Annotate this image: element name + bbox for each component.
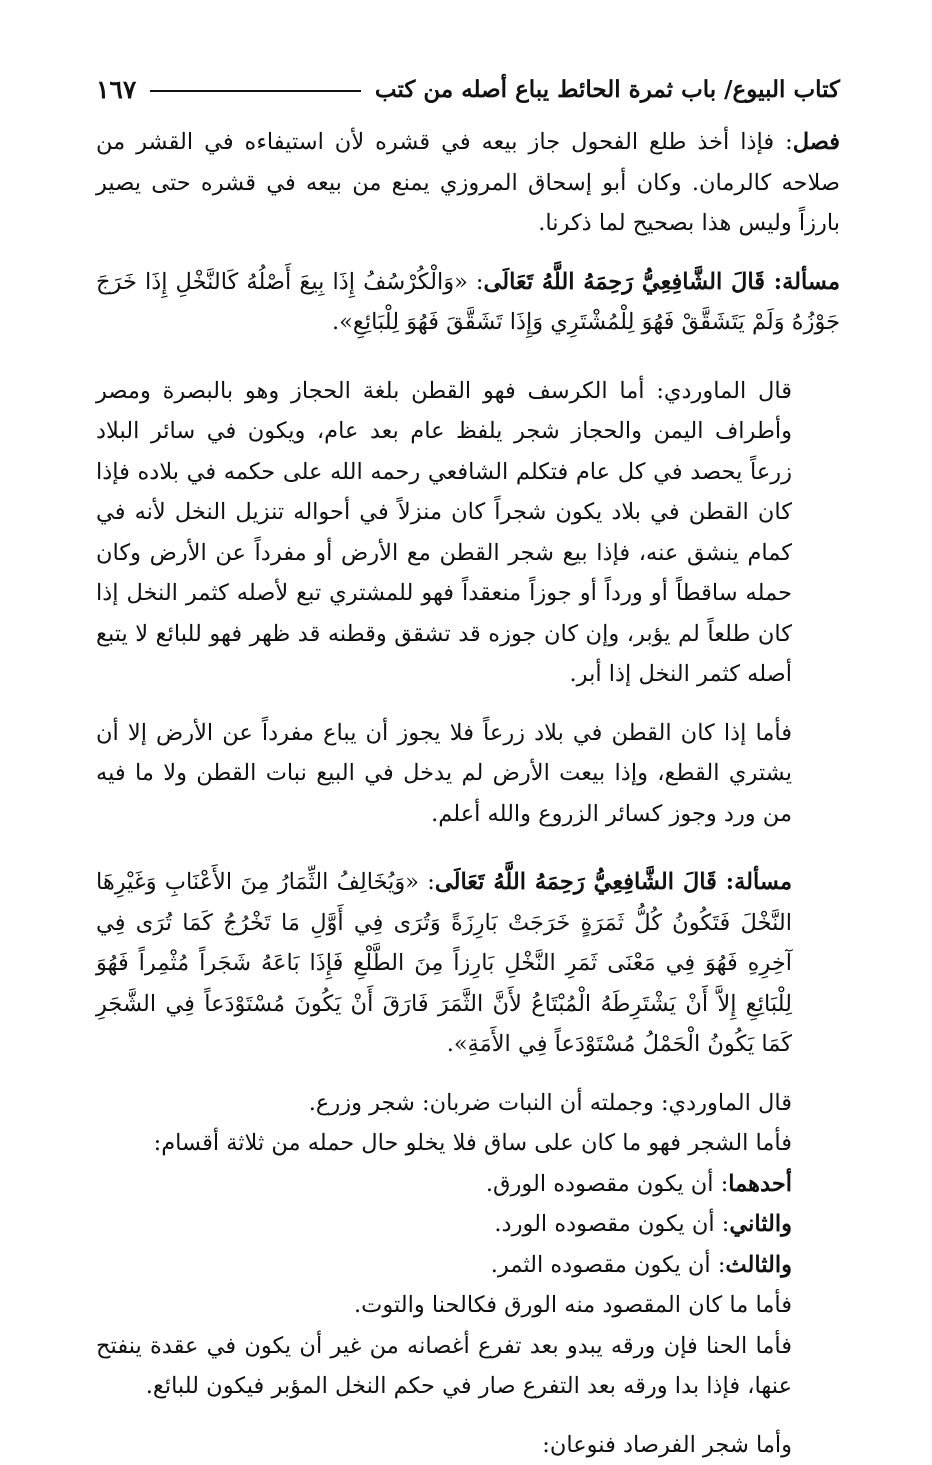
masala-1-speaker: : قَالَ الشَّافِعِيُّ رَحِمَهُ اللَّهُ تَعَالَى [484, 269, 783, 295]
masala-1-heading: مسألة [782, 269, 840, 295]
header-rule [150, 90, 361, 92]
division-second [96, 1204, 840, 1245]
page-number: ١٦٧ [96, 75, 136, 104]
division-second-label: والثاني [729, 1211, 792, 1237]
division-first [96, 1164, 840, 1205]
paragraph-hinna: فأما الحنا فإن ورقه يبدو بعد تفرع أغصانه من غير أن يكون في عقدة ينفتح عنها، فإذا بدا ورقه بعد التفرع صار في حكم النخل المؤبر فيكون للبائع. [96, 1326, 840, 1407]
division-third-text: : أن يكون مقصوده الثمر. [491, 1252, 726, 1278]
running-header [96, 70, 840, 108]
paragraph-kursuf: قال الماوردي: أما الكرسف فهو القطن بلغة الحجاز وهو بالبصرة ومصر وأطراف اليمن والحجاز شجر يلفظ عام بعد عام، ويكون في سائر البلاد زرعاً يحصد في كل عام فتكلم الشافعي رحمه الله على حكمه في بلاده فإذا كان القطن في بلاد يكون شجراً كان منزلاً في أحواله تنزيل النخل لأنه في كمام ينشق عنه، فإذا بيع شجر القطن مع الأرض أو مفرداً عن الأرض وكان حمله ساقطاً أو ورداً أو جوزاً منعقداً فهو للمشتري تبع لأصله كثمر النخل إذا كان طلعاً لم يؤبر، وإن كان جوزه قد تشقق وقطنه قد ظهر فهو للبائع لا يتبع أصله كثمر النخل إذا أبر. [96, 371, 840, 695]
paragraph-jumla: قال الماوردي: وجملته أن النبات ضربان: شجر وزرع. [96, 1083, 840, 1124]
masala-1-text: : «وَالْكُرْسُفُ إِذَا بِيعَ أَصْلُهُ كَالنَّخْلِ إِذَا خَرَجَ جَوْزُهُ وَلَمْ يَتَشَقَّقْ فَهُوَ لِلْمُشْتَرِي وَإِذَا تَشَقَّقَ فَهُوَ لِلْبَائِعِ». [96, 269, 840, 336]
paragraph-waraq: فأما ما كان المقصود منه الورق فكالحنا والتوت. [96, 1285, 840, 1326]
division-first-text: : أن يكون مقصوده الورق. [486, 1171, 728, 1197]
masala-2 [96, 862, 840, 1065]
masala-1 [96, 262, 840, 343]
paragraph-shajar: فأما الشجر فهو ما كان على ساق فلا يخلو حال حمله من ثلاثة أقسام: [96, 1123, 840, 1164]
masala-2-heading: مسألة [734, 869, 792, 895]
fasl-heading: فصل [793, 129, 840, 155]
division-third-label: والثالث [725, 1252, 792, 1278]
division-first-label: أحدهما [728, 1171, 792, 1197]
fasl-text: : فإذا أخذ طلع الفحول جاز بيعه في قشره لأن استيفاءه في القشر من صلاحه كالرمان. وكان أبو إسحاق المروزي يمنع من بيعه في قشره حتى يصير بارزاً وليس هذا بصحيح لما ذكرنا. [96, 129, 840, 236]
masala-2-speaker: : قَالَ الشَّافِعِيُّ رَحِمَهُ اللَّهُ تَعَالَى [435, 869, 734, 895]
page-body [96, 122, 840, 1465]
masala-2-text: : «وَيُخَالِفُ الثِّمَارُ مِنَ الأَعْنَابِ وَغَيْرِهَا النَّخْلَ فَتَكُونُ كُلُّ ثَمَرَةٍ خَرَجَتْ بَارِزَةً وَتُرَى فِي أَوَّلِ مَا تَخْرُجُ كَمَا تُرَى فِي آخِرِهِ فَهُوَ فِي مَعْنَى ثَمَرِ النَّخْلِ بَارِزاً مِنَ الطَّلْعِ فَإِذَا بَاعَهُ شَجَراً مُثْمِراً فَهُوَ لِلْبَائِعِ إِلاَّ أَنْ يَشْتَرِطَهُ الْمُبْتَاعُ لأَنَّ الثَّمَرَ فَارَقَ أَنْ يَكُونَ مُسْتَوْدَعاً فِي الشَّجَرِ كَمَا يَكُونُ الْحَمْلُ مُسْتَوْدَعاً فِي الأَمَةِ». [96, 869, 792, 1057]
header-title: كتاب البيوع/ باب ثمرة الحائط يباع أصله من كتب [375, 76, 840, 103]
paragraph-firsad: وأما شجر الفرصاد فنوعان: [96, 1425, 840, 1465]
division-third [96, 1245, 840, 1286]
paragraph-qutn-zar: فأما إذا كان القطن في بلاد زرعاً فلا يجوز أن يباع مفرداً عن الأرض إلا أن يشتري القطع، وإذا بيعت الأرض لم يدخل في البيع نبات القطن ولا ما فيه من ورد وجوز كسائر الزروع والله أعلم. [96, 713, 840, 835]
paragraph-fasl [96, 122, 840, 244]
division-second-text: : أن يكون مقصوده الورد. [494, 1211, 729, 1237]
